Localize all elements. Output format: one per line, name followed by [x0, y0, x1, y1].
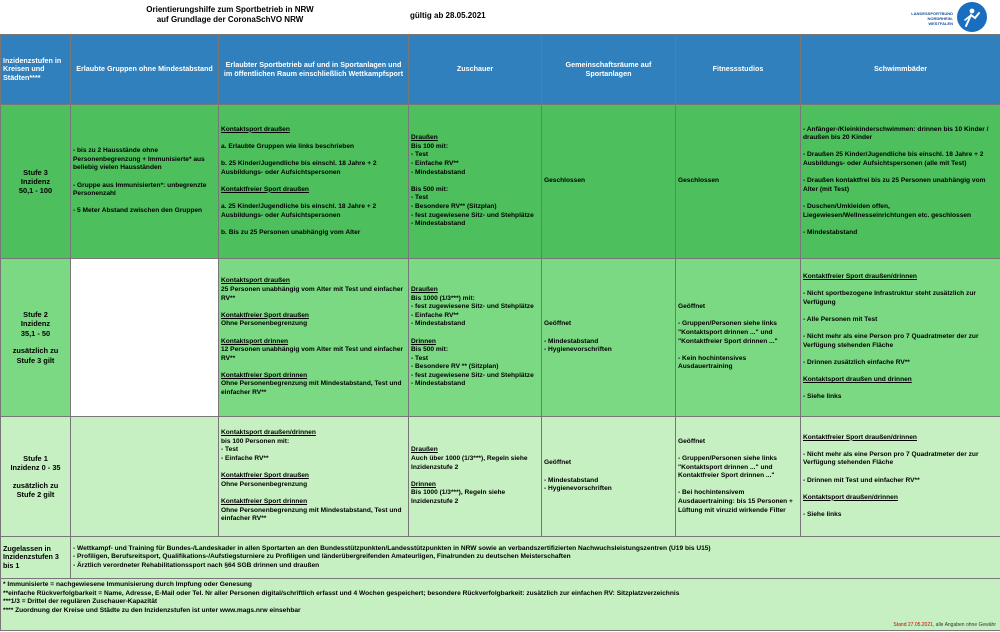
title-line-2: auf Grundlage der CoronaSchVO NRW — [156, 15, 304, 24]
text-line — [221, 194, 406, 203]
text-line: a. Erlaubte Gruppen wie links beschrieben — [221, 142, 355, 150]
document-title — [105, 5, 355, 25]
text-line: - Mindestabstand — [411, 220, 466, 228]
fitness-cell — [676, 105, 801, 259]
text-line: Bis 100 mit: — [411, 142, 449, 150]
text-line — [803, 282, 998, 291]
text-line: - Draußen kontaktfrei bis zu 25 Personen unabhängig vom Alter (mit Test) — [803, 177, 986, 193]
section-heading: Kontaktfreier Sport draußen — [221, 472, 309, 480]
text-line: - Test — [411, 151, 429, 159]
row-stufe-2 — [1, 259, 1000, 417]
text-line — [221, 220, 406, 229]
logo-text — [905, 11, 953, 26]
section-heading: Draußen — [411, 446, 438, 454]
text-line: 50,1 - 100 — [18, 186, 53, 196]
text-line: - Ärztlich verordneter Rehabilitationssport nach §64 SGB drinnen und draußen — [73, 561, 320, 569]
col-header-spectators: Zuschauer — [409, 35, 542, 105]
section-heading: Drinnen — [411, 480, 436, 488]
text-line: - Einfache RV** — [221, 455, 269, 463]
sport-cell — [219, 417, 409, 537]
pools-cell — [801, 259, 1000, 417]
text-line: Stufe 3 gilt — [16, 355, 55, 365]
common-rooms-cell — [542, 259, 676, 417]
groups-cell — [71, 105, 219, 259]
text-line: - Kein hochintensives Ausdauertraining — [678, 354, 747, 371]
col-header-inzidenz: Inzidenzstufen in Kreisen und Städten**** — [1, 35, 71, 105]
text-line: Geöffnet — [678, 303, 706, 311]
text-line: - Besondere RV ** (Sitzplan) — [411, 363, 499, 371]
section-heading: Kontaktsport draußen — [221, 125, 290, 133]
col-header-common-rooms: Gemeinschaftsräume auf Sportanlagen — [542, 35, 676, 105]
text-line — [803, 442, 998, 451]
text-line: * Immunisierte = nachgewiesene Immunisierung durch Impfung oder Genesung — [3, 581, 252, 588]
col-header-fitness: Fitnessstudios — [676, 35, 801, 105]
text-line: - Alle Personen mit Test — [803, 316, 878, 324]
text-line — [411, 472, 539, 481]
text-line: - Mindestabstand — [544, 476, 599, 484]
text-line — [221, 363, 406, 372]
rules-table — [0, 34, 1000, 631]
sport-cell — [219, 259, 409, 417]
text-line — [411, 329, 539, 338]
text-line: - Test — [411, 194, 429, 202]
text-line: - Nicht mehr als eine Person pro 7 Quadratmeter der zur Verfügung stehenden Fläche — [803, 450, 979, 467]
text-line: - Mindestabstand — [411, 380, 466, 388]
text-line: 35,1 - 50 — [20, 328, 51, 338]
zugelassen-content — [71, 537, 1000, 579]
text-line: - fest zugewiesene Sitz- und Stehplätze — [411, 211, 534, 219]
row-stufe-3 — [1, 105, 1000, 259]
text-line: - Gruppe aus Immunisierten*: unbegrenzte Personenzahl — [73, 181, 207, 198]
stufe-label — [1, 105, 71, 259]
text-line: Stufe 2 gilt — [16, 490, 55, 499]
fitness-cell — [676, 417, 801, 537]
text-line: Geschlossen — [544, 177, 586, 185]
text-line — [678, 312, 798, 321]
text-line — [803, 325, 998, 334]
text-line — [678, 481, 798, 490]
col-header-groups: Erlaubte Gruppen ohne Mindestabstand — [71, 35, 219, 105]
spectators-cell — [409, 417, 542, 537]
text-line — [803, 194, 998, 203]
logo-emblem-icon — [957, 2, 987, 32]
text-line: - Test — [221, 446, 239, 454]
text-line: - Drinnen mit Test und einfacher RV** — [803, 476, 920, 484]
text-line: - Draußen 25 Kinder/Jugendliche bis einschl. 18 Jahre + 2 Ausbildungs- oder Aufsichtspersonen (alle mit Test) — [803, 151, 984, 168]
text-line — [803, 143, 998, 152]
section-heading: Kontaktfreier Sport draußen — [221, 185, 309, 193]
groups-cell-empty — [71, 259, 219, 417]
text-line — [803, 502, 998, 511]
text-line: - Mindestabstand — [411, 168, 466, 176]
valid-from: gültig ab 28.05.2021 — [410, 11, 486, 20]
text-line — [3, 472, 68, 481]
text-line — [221, 464, 406, 473]
text-line: 12 Personen unabhängig vom Alter mit Test und einfacher RV** — [221, 346, 404, 362]
text-line: - Gruppen/Personen siehe links "Kontaktsport drinnen ..." und "Kontaktfreier Sport drinnen ..." — [678, 320, 778, 345]
text-line — [221, 329, 406, 338]
text-line: Geöffnet — [544, 320, 572, 328]
text-line: Stufe 2 — [23, 310, 48, 320]
text-line: Ohne Personenbegrenzung mit Mindestabstand, Test und einfacher RV** — [221, 506, 402, 523]
text-line: - Mindestabstand — [803, 228, 858, 236]
section-heading: Kontaktsport draußen und drinnen — [803, 376, 912, 384]
pools-cell — [801, 105, 1000, 259]
text-line — [803, 220, 998, 229]
text-line: - Nicht mehr als eine Person pro 7 Quadratmeter der zur Verfügung stehenden Fläche — [803, 333, 979, 349]
common-rooms-cell — [542, 105, 676, 259]
logo-text-line-2: NORDRHEIN-WESTFALEN — [927, 16, 953, 26]
text-line: - Hygienevorschriften — [544, 485, 612, 493]
text-line — [3, 338, 68, 347]
logo-text-line-1: LANDESSPORTBUND — [911, 11, 953, 16]
text-line: Bis 1000 (1/3***), Regeln siehe Inzidenzstufe 2 — [411, 489, 506, 505]
text-line: - Einfache RV** — [411, 311, 459, 319]
text-line — [678, 446, 798, 455]
row-stufe-1 — [1, 417, 1000, 537]
row-zugelassen — [1, 537, 1000, 579]
text-line: - Test — [411, 354, 429, 362]
col-header-sport: Erlaubter Sportbetrieb auf und in Sportanlagen und im öffentlichen Raum einschließlich Wettkampfsport — [219, 35, 409, 105]
spectators-cell — [409, 259, 542, 417]
common-rooms-cell — [542, 417, 676, 537]
text-line — [221, 489, 406, 498]
text-line: ***1/3 = Drittel der regulären Zuschauer-Kapazität — [3, 598, 158, 606]
text-line: Auch über 1000 (1/3***), Regeln siehe Inzidenzstufe 2 — [411, 455, 528, 471]
text-line — [803, 169, 998, 178]
text-line: - Besondere RV** (Sitzplan) — [411, 202, 497, 210]
section-heading: Kontaktfreier Sport drinnen — [221, 497, 308, 505]
text-line: - fest zugewiesene Sitz- und Stehplätze — [411, 371, 534, 379]
section-heading: Kontaktfreier Sport drinnen — [221, 371, 308, 379]
document-header — [0, 0, 1000, 34]
groups-cell-empty — [71, 417, 219, 537]
stufe-label — [1, 259, 71, 417]
stand-note — [893, 622, 996, 628]
section-heading: Kontaktsport drinnen — [221, 337, 289, 345]
text-line: zusätzlich zu — [12, 346, 59, 356]
text-line: Stufe 1 — [23, 453, 48, 463]
text-line: Geschlossen — [678, 177, 720, 185]
text-line: - Anfänger-/Kleinkinderschwimmen: drinnen bis 10 Kinder / draußen bis 20 Kinder — [803, 125, 989, 142]
text-line: - Siehe links — [803, 510, 842, 518]
section-heading: Kontaktsport draußen/drinnen — [803, 493, 898, 501]
text-line: Bis 500 mit: — [411, 185, 449, 193]
text-line — [803, 350, 998, 359]
text-line — [73, 173, 216, 182]
landessportbund-logo — [905, 2, 989, 32]
text-line: Bis 500 mit: — [411, 346, 449, 354]
section-heading: Kontaktsport draußen/drinnen — [221, 429, 316, 437]
text-line: Ohne Personenbegrenzung — [221, 480, 308, 488]
title-line-1: Orientierungshilfe zum Sportbetrieb in NRW — [146, 5, 314, 14]
text-line: Bis 1000 (1/3***) mit: — [411, 294, 475, 302]
text-line — [803, 485, 998, 494]
row-footnotes — [1, 579, 1000, 631]
stand-disclaimer: alle Angaben ohne Gewähr — [935, 622, 996, 628]
text-line: - Siehe links — [803, 393, 842, 401]
text-line — [221, 303, 406, 312]
sport-cell — [219, 105, 409, 259]
text-line: - fest zugewiesene Sitz- und Stehplätze — [411, 303, 534, 311]
text-line: - Mindestabstand — [411, 320, 466, 328]
text-line: Geöffnet — [544, 459, 572, 467]
text-line: - Wettkampf- und Training für Bundes-/Landeskader in allen Sportarten an den Bundesstützpunkten/Landesstützpunkten in NRW sowie an verbandszertifizierten Nachwuchsleistungszentren (U19 bis U15) — [73, 544, 711, 552]
text-line: **einfache Rückverfolgbarkeit = Name, Adresse, E-Mail oder Tel. Nr aller Personen digital/schriftlich erfasst und 4 Wochen gespeichert; besondere Rückverfolgbarkeit: zusätzlich zur einfachen RV: Sitzplatzverzeichnis — [3, 589, 680, 597]
section-heading: Drinnen — [411, 337, 436, 345]
pools-cell — [801, 417, 1000, 537]
section-heading: Kontaktfreier Sport draußen/drinnen — [803, 433, 917, 441]
text-line: **** Zuordnung der Kreise und Städte zu den Inzidenzstufen ist unter www.mags.nrw einsehbar — [3, 606, 301, 614]
text-line: - Mindestabstand — [544, 337, 599, 345]
stand-date: Stand 27.05.2021, — [893, 622, 935, 628]
text-line: b. Bis zu 25 Personen unabhängig vom Alter — [221, 228, 361, 236]
text-line: Geöffnet — [678, 437, 706, 445]
text-line: - Duschen/Umkleiden offen, Liegewiesen/Wellnesseinrichtungen etc. geschlossen — [803, 202, 972, 219]
section-heading: Draußen — [411, 134, 438, 142]
section-heading: Draußen — [411, 285, 438, 293]
section-heading: Kontaktsport draußen — [221, 277, 290, 285]
text-line — [803, 385, 998, 394]
text-line: 25 Personen unabhängig vom Alter mit Test und einfacher RV** — [221, 285, 404, 302]
text-line — [73, 199, 216, 208]
text-line: - Hygienevorschriften — [544, 346, 612, 354]
text-line: Ohne Personenbegrenzung mit Mindestabstand, Test und einfacher RV** — [221, 380, 402, 397]
stufe-label — [1, 417, 71, 537]
text-line: - bis zu 2 Hausstände ohne Personenbegrenzung + Immunisierte* aus beliebig vielen Hausständen — [73, 147, 205, 172]
text-line — [678, 346, 798, 355]
text-line: - Bei hochintensivem Ausdauertraining: bis 15 Personen + Lüftung mit viruzid wirkende Filter — [678, 489, 793, 514]
text-line — [544, 468, 673, 477]
text-line: a. 25 Kinder/Jugendliche bis einschl. 18 Jahre + 2 Ausbildungs- oder Aufsichtspersonen — [221, 202, 377, 219]
col-header-pools: Schwimmbäder — [801, 35, 1000, 105]
text-line: - Gruppen/Personen siehe links "Kontaktsport drinnen ..." und Kontaktfreier Sport drinnen ..." — [678, 455, 777, 480]
text-line: - Einfache RV** — [411, 160, 459, 168]
section-heading: Kontaktfreier Sport draußen/drinnen — [803, 273, 917, 281]
text-line — [411, 177, 539, 186]
text-line — [544, 329, 673, 338]
text-line: - Nicht sportbezogene Infrastruktur steht zusätzlich zur Verfügung — [803, 290, 976, 306]
zugelassen-label: Zugelassen in Inzidenzstufen 3 bis 1 — [1, 537, 71, 579]
text-line — [803, 307, 998, 316]
fitness-cell — [676, 259, 801, 417]
text-line: Inzidenz 0 - 35 — [10, 463, 61, 472]
spectators-cell — [409, 105, 542, 259]
text-line: bis 100 Personen mit: — [221, 437, 290, 445]
text-line: b. 25 Kinder/Jugendliche bis einschl. 18 Jahre + 2 Ausbildungs- oder Aufsichtspersonen — [221, 160, 377, 176]
text-line: Inzidenz — [20, 319, 51, 329]
text-line: zusätzlich zu — [12, 480, 59, 490]
footnotes — [1, 579, 1000, 631]
text-line: - 5 Meter Abstand zwischen den Gruppen — [73, 207, 203, 215]
text-line — [221, 151, 406, 160]
section-heading: Kontaktfreier Sport draußen — [221, 311, 309, 319]
text-line — [803, 468, 998, 477]
text-line: - Drinnen zusätzlich einfache RV** — [803, 358, 910, 366]
text-line — [221, 177, 406, 186]
text-line — [803, 368, 998, 377]
text-line: - Profiligen, Berufsreitsport, Qualifikations-/Aufstiegsturniere zu Profiligen und länderübergreifenden Amateurligen, Finalrunden zu deutschen Meisterschaften — [73, 553, 571, 561]
text-line — [221, 134, 406, 143]
text-line: Inzidenz — [20, 176, 51, 186]
text-line: Ohne Personenbegrenzung — [221, 320, 308, 328]
text-line: Stufe 3 — [23, 167, 48, 177]
